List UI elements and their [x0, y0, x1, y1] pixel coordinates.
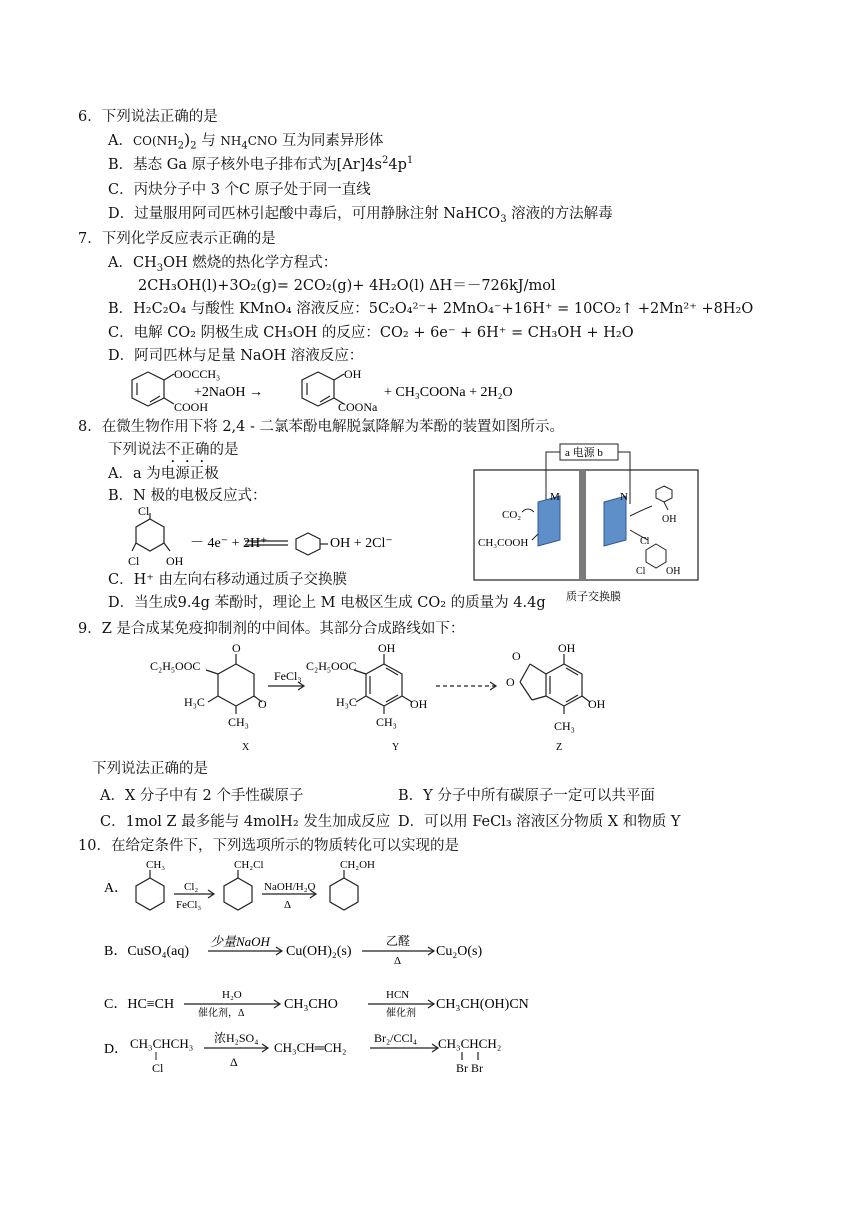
q6-option-b[interactable]: B．基态 Ga 原子核外电子排布式为$[Ar]4s^24p^1$ — [108, 155, 414, 173]
q10-d-reagent1-bottom: Δ — [230, 1055, 238, 1069]
q9-option-c[interactable]: C．1mol Z 最多能与 4molH₂ 发生加成反应 — [100, 814, 391, 830]
q10-d-start-cl: Cl — [152, 1061, 164, 1075]
q7-option-b[interactable]: B．H₂C₂O₄ 与酸性 KMnO₄ 溶液反应：5C₂O₄²⁻+ 2MnO₄⁻+16H⁺ = 10CO₂↑ +2Mn²⁺ +8H₂O — [108, 301, 754, 317]
q9-y-oh1: OH — [378, 642, 396, 655]
q7-d-cooh: COOH — [174, 400, 209, 414]
q9-x-o1: O — [232, 642, 241, 655]
q7-d-structure — [128, 366, 548, 414]
q8-b-products: OH + 2Cl⁻ — [330, 536, 393, 551]
q7-d-oh: OH — [344, 367, 362, 381]
q9-reagent: FeCl₃ — [274, 669, 302, 683]
q8-label-n: N — [620, 491, 628, 503]
q10-a-ch2oh: CH₂OH — [340, 859, 376, 871]
q10-b-reagent2-bottom: Δ — [394, 955, 402, 967]
q9-option-d[interactable]: D．可以用 FeCl₃ 溶液区分物质 X 和物质 Y — [398, 814, 681, 830]
q9-y-h3c: H₃C — [336, 695, 357, 709]
q7-d-products: + CH₃COONa + 2H₂O — [384, 385, 513, 400]
q10-option-c[interactable] — [104, 984, 564, 1024]
q10-c-reagent2-bottom: 催化剂 — [386, 1008, 416, 1019]
q9-option-a[interactable]: A．X 分子中有 2 个手性碳原子 — [100, 788, 304, 804]
q8-b-cl-top: Cl — [138, 505, 150, 518]
q10-c-label: C．HC≡CH — [104, 997, 175, 1012]
q6-a-mid: 与 — [196, 133, 221, 149]
q10-a-ch2cl: CH₂Cl — [234, 859, 264, 871]
q8-fig-oh2: OH — [666, 566, 681, 577]
q10-b-mid: Cu(OH)₂(s) — [286, 944, 352, 959]
q7-d-naoh: +2NaOH → — [194, 385, 263, 400]
q9-z-oh2: OH — [588, 697, 606, 711]
q10-c-reagent1-bottom: 催化剂，Δ — [198, 1008, 245, 1019]
q8-b-equation — [128, 505, 428, 569]
q6-option-d[interactable]: D．过量服用阿司匹林引起酸中毒后，可用静脉注射 NaHCO$_3$ 溶液的方法解毒 — [108, 206, 613, 225]
q8-acetic-acid: CH₃COOH — [478, 537, 529, 549]
q8-b-electrons: － 4e⁻ + 2H⁺ — [190, 536, 268, 551]
q8-membrane — [579, 470, 586, 580]
q10-option-a[interactable] — [104, 856, 404, 916]
q10-d-reagent2-top: Br₂/CCl₄ — [374, 1031, 418, 1045]
q10-c-reagent2-top: HCN — [386, 989, 410, 1001]
q10-a-reagent1-bottom: FeCl₃ — [176, 899, 202, 911]
q9-label-y: Y — [392, 742, 400, 753]
q9-ask: 下列说法正确的是 — [92, 761, 208, 777]
q8-electrode-n — [604, 496, 626, 546]
q9-y-ch3: CH₃ — [376, 715, 397, 729]
q10-b-reagent1: 少量NaOH — [210, 934, 270, 949]
q9-z-o1: O — [512, 649, 521, 663]
q8-label-m: M — [550, 491, 560, 503]
q10-c-reagent1-top: H₂O — [222, 989, 242, 1001]
q6-option-a[interactable] — [108, 131, 383, 150]
q9-z-o2: O — [506, 675, 515, 689]
q9-y-ester: C₂H₅OOC — [306, 659, 357, 673]
q10-d-start: CH₃CHCH₃ — [130, 1036, 194, 1051]
q10-a-label: A． — [104, 881, 129, 896]
q9-option-b[interactable]: B．Y 分子中所有碳原子一定可以共平面 — [398, 788, 655, 804]
q9-z-ch3: CH₃ — [554, 719, 575, 733]
q6-stem: 6．下列说法正确的是 — [78, 109, 218, 125]
q9-synthesis-route — [150, 642, 610, 754]
q8-co2: CO₂ — [502, 509, 522, 521]
q10-d-end-br: Br Br — [456, 1061, 483, 1075]
q9-x-o2: O — [258, 697, 267, 711]
q10-stem: 10．在给定条件下，下列选项所示的物质转化可以实现的是 — [78, 838, 459, 854]
q6-a-end: 互为同素异形体 — [277, 133, 384, 149]
q7-d-coona: COONa — [338, 400, 378, 414]
q8-option-c[interactable]: C．H⁺ 由左向右移动通过质子交换膜 — [108, 572, 348, 588]
q7-option-a[interactable]: A．$CH_3OH$ 燃烧的热化学方程式： — [108, 255, 338, 274]
q10-b-end: Cu₂O(s) — [436, 944, 483, 959]
q8-option-d[interactable]: D．当生成9.4g 苯酚时，理论上 M 电极区生成 CO₂ 的质量为 4.4g — [108, 595, 546, 611]
q9-label-z: Z — [556, 742, 563, 753]
q9-x-ch3: CH₃ — [228, 715, 249, 729]
q6-a-prefix: A． — [108, 133, 133, 149]
q7-option-c[interactable]: C．电解 CO₂ 阴极生成 CH₃OH 的反应：CO₂ + 6e⁻ + 6H⁺ = CH₃OH + H₂O — [108, 325, 634, 341]
q10-d-reagent1-top: 浓H₂SO₄ — [214, 1031, 259, 1045]
q8-option-b[interactable]: B．N 极的电极反应式： — [108, 488, 267, 504]
q8-emphasis: 不正确 — [166, 442, 210, 458]
q8-fig-cl2: Cl — [636, 566, 646, 577]
q6-option-c[interactable]: C．丙炔分子中 3 个C 原子处于同一直线 — [108, 182, 371, 198]
q10-c-end: CH₃CH(OH)CN — [436, 997, 529, 1012]
q9-y-oh2: OH — [410, 697, 428, 711]
q10-b-label: B．CuSO₄(aq) — [104, 944, 189, 959]
q8-electrode-m — [538, 496, 560, 546]
q10-option-b[interactable] — [104, 930, 524, 970]
q10-d-mid: CH₃CH═CH₂ — [274, 1040, 347, 1055]
q8-b-cl-bottom: Cl — [128, 554, 140, 568]
q6-a-formula2: $NH_4CNO$ — [220, 134, 278, 152]
q7-d-oocch3: OOCCH₃ — [174, 367, 221, 381]
q8-option-a[interactable]: A．a 为电源正极 — [108, 466, 219, 482]
q10-c-mid: CH₃CHO — [284, 997, 338, 1012]
q9-stem: 9．Z 是合成某免疫抑制剂的中间体。其部分合成路线如下： — [78, 621, 465, 637]
q10-option-d[interactable] — [104, 1028, 524, 1078]
q7-a-equation: 2CH₃OH(l)+3O₂(g)= 2CO₂(g)+ 4H₂O(l) ΔH＝－726kJ/mol — [138, 278, 556, 294]
q10-d-end: CH₃CHCH₂ — [438, 1036, 502, 1051]
q8-membrane-label: 质子交换膜 — [566, 591, 621, 603]
q8-apparatus-figure — [470, 440, 705, 610]
q10-b-reagent2-top: 乙醛 — [386, 934, 411, 948]
q9-x-h3c: H₃C — [184, 695, 205, 709]
q8-fig-cl1: Cl — [640, 536, 650, 547]
q8-b-oh: OH — [166, 554, 184, 568]
q10-a-reagent1-top: Cl₂ — [184, 881, 199, 893]
q10-a-reagent2-top: NaOH/H₂O — [264, 881, 316, 893]
q10-a-reagent2-bottom: Δ — [284, 899, 292, 911]
q9-x-ester: C₂H₅OOC — [150, 659, 201, 673]
q8-power-source: a 电源 b — [565, 447, 603, 459]
q8-stem: 8．在微生物作用下将 2,4 - 二氯苯酚电解脱氯降解为苯酚的装置如图所示。 — [78, 419, 565, 435]
q9-label-x: X — [242, 742, 250, 753]
q7-stem: 7．下列化学反应表示正确的是 — [78, 231, 276, 247]
q8-fig-phenol-oh: OH — [662, 514, 677, 525]
q9-z-oh1: OH — [558, 642, 576, 655]
q8-stem2: 下列说法不正确的是 — [108, 442, 239, 458]
q7-option-d[interactable]: D．阿司匹林与足量 NaOH 溶液反应： — [108, 348, 364, 364]
q10-a-ch3: CH₃ — [146, 859, 166, 871]
q10-d-label: D． — [104, 1042, 129, 1057]
q6-a-formula1: $CO(NH_2)_2$ — [132, 130, 197, 152]
